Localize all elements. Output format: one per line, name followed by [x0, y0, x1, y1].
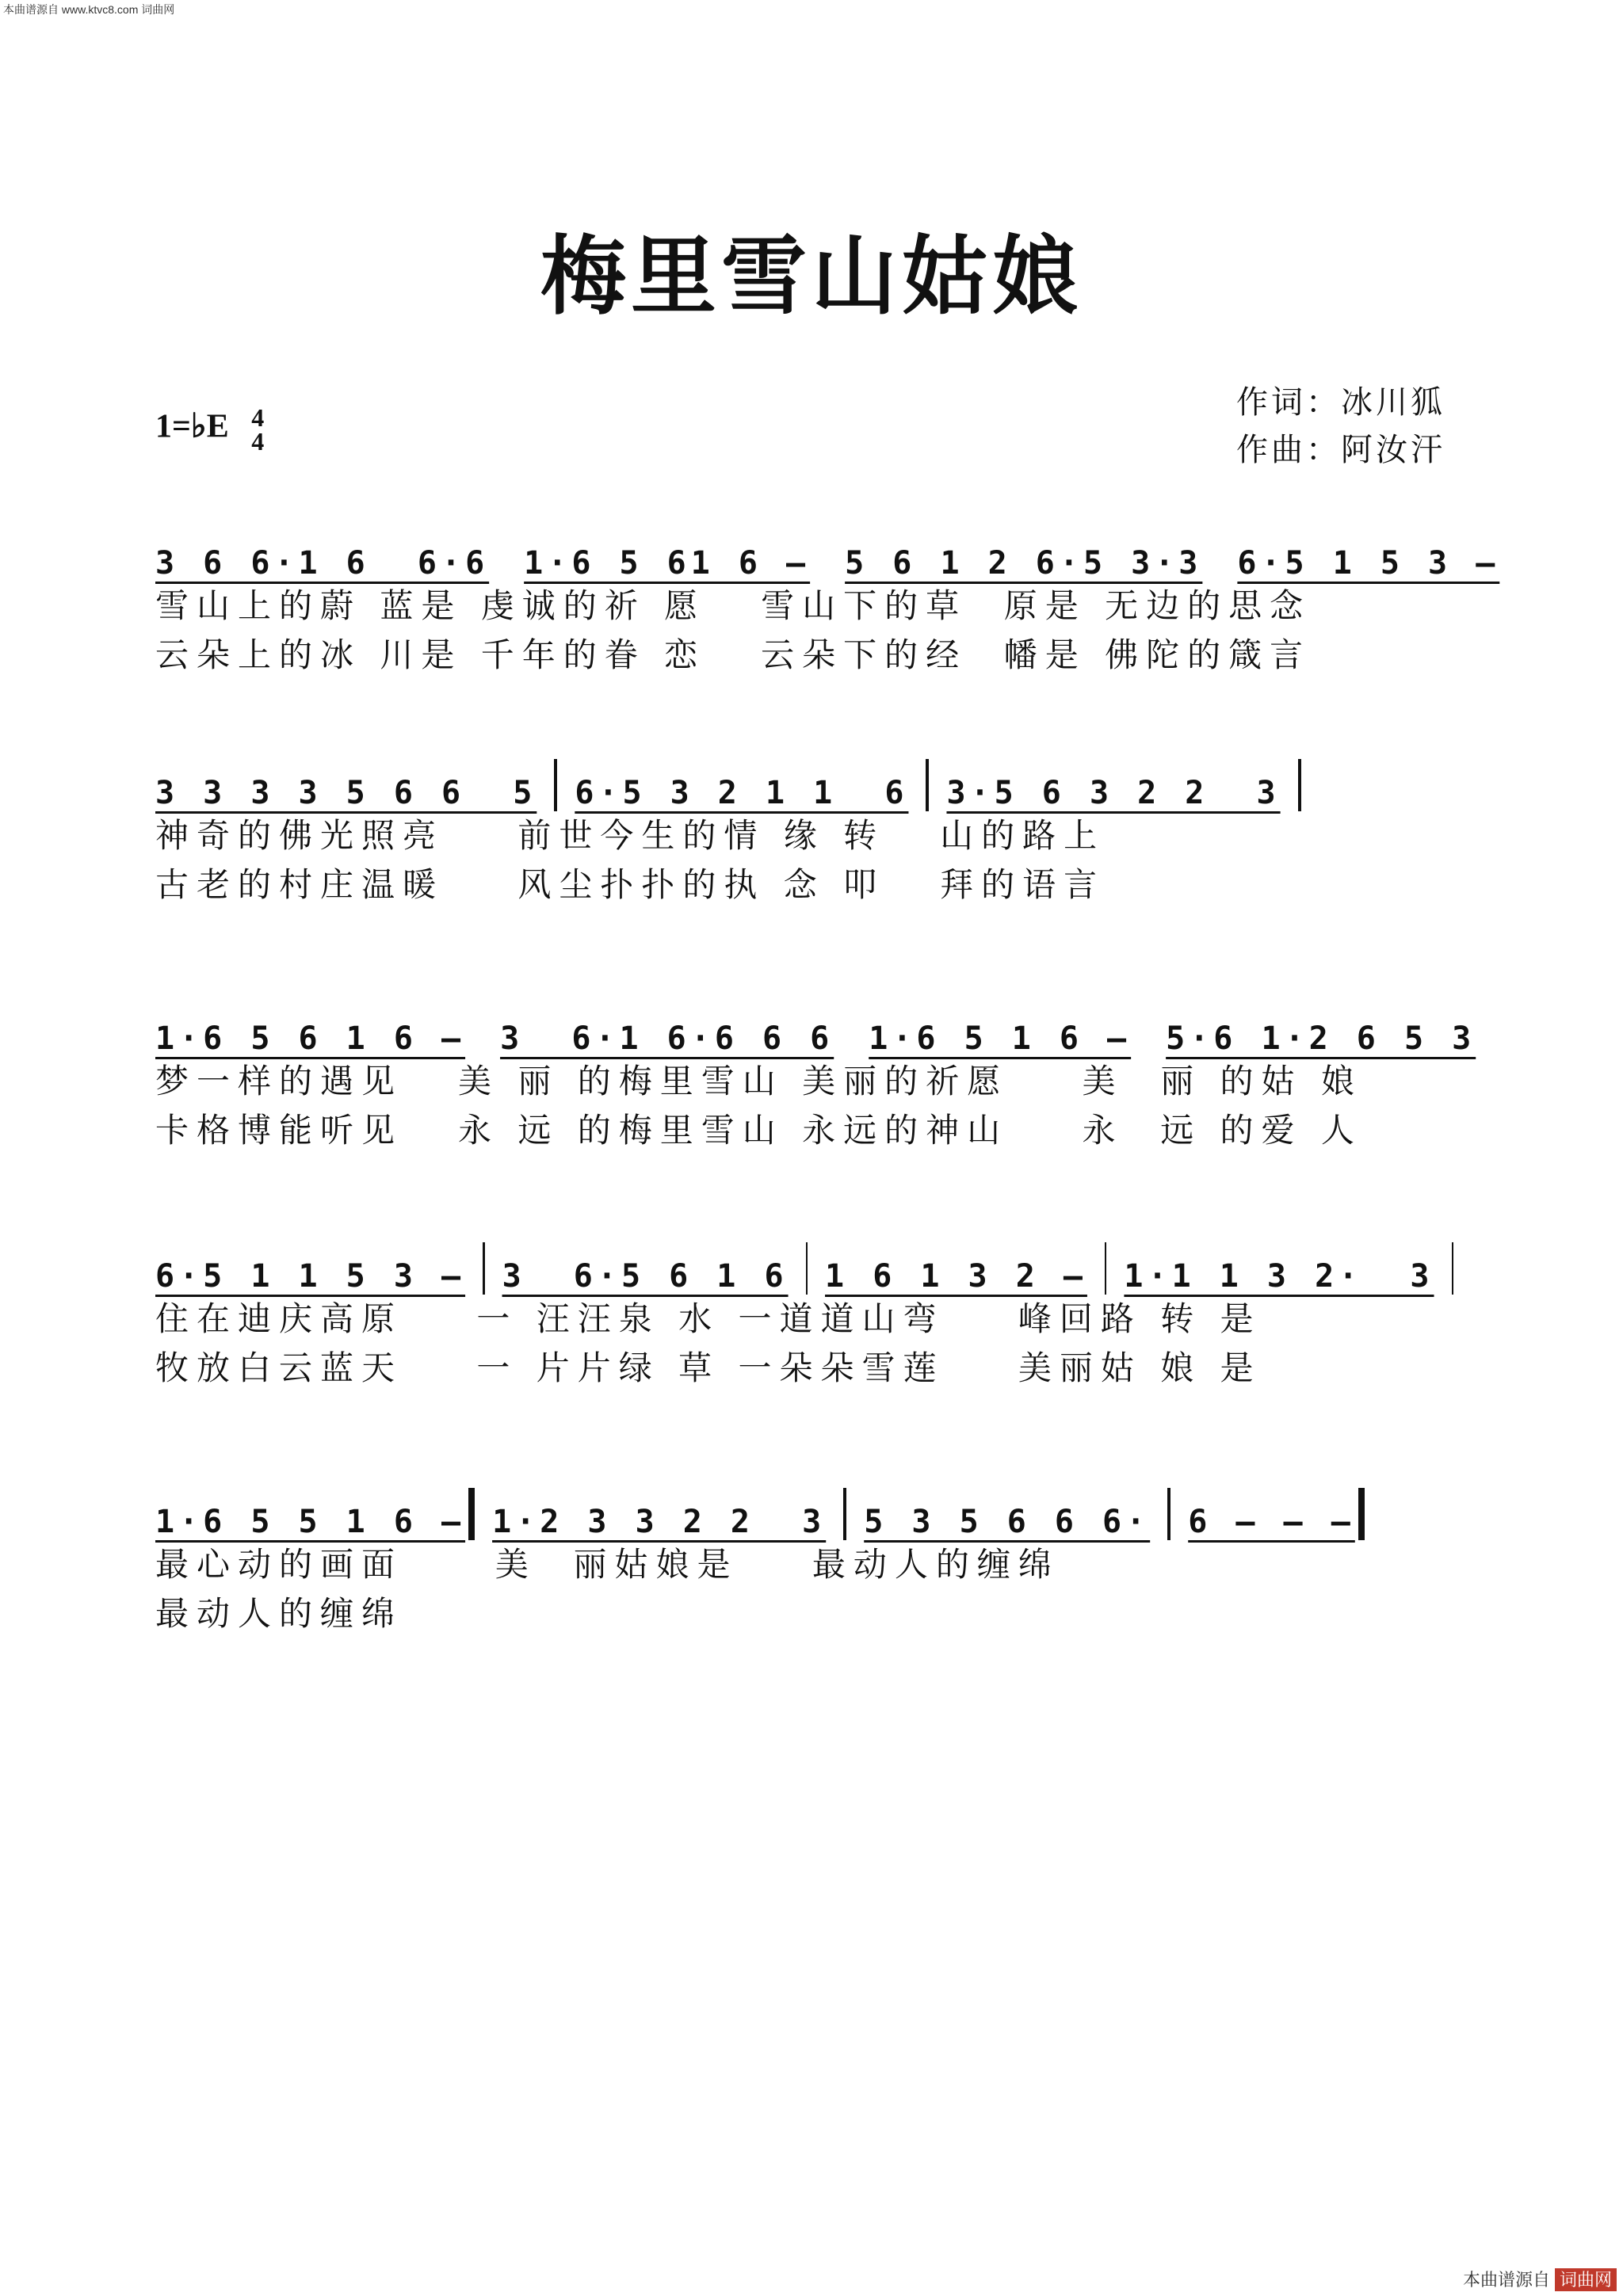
barline	[1452, 1242, 1453, 1295]
barline	[926, 759, 929, 811]
score-system-5	[155, 1489, 1471, 1638]
barline	[1298, 759, 1301, 811]
notes-line	[155, 531, 1500, 582]
lyric-verse-1: 神奇的佛光照亮 前世今生的情 缘 转 山的路上	[155, 816, 1106, 855]
barline	[1105, 1242, 1106, 1295]
barline	[554, 759, 557, 811]
measure: 3·5 6 3 2 2 3	[946, 775, 1281, 811]
lyric-verse-2: 云朵上的冰 川是 千年的眷 恋 云朵下的经 幡是 佛陀的箴言	[155, 635, 1312, 674]
time-signature	[251, 403, 265, 456]
lyric-verse-2: 最动人的缠绵	[155, 1594, 403, 1633]
measure: 3 6·1 6·6 6 6	[500, 1020, 834, 1057]
score-system-3	[155, 1006, 1476, 1155]
measure: 3 6 6·1 6 6·6	[155, 545, 490, 582]
lyric-verse-1: 雪山上的蔚 蓝是 虔诚的祈 愿 雪山下的草 原是 无边的思念	[155, 586, 1312, 625]
lyricist: 作词：冰川狐	[1236, 384, 1445, 421]
score-system-4	[155, 1244, 1471, 1393]
measure: 1 6 1 3 2 –	[825, 1258, 1087, 1295]
lyric-verse-2: 古老的村庄温暖 风尘扑扑的执 念 叩 拜的语言	[155, 865, 1106, 904]
measure: 3 6·5 6 1 6	[502, 1258, 789, 1295]
measure: 3 3 3 3 5 6 6 5	[155, 775, 537, 811]
measure: 6·5 3 2 1 1 6	[575, 775, 909, 811]
measure: 5 3 5 6 6 6·	[864, 1504, 1151, 1540]
watermark-bottom-text: 本曲谱源自	[1462, 2270, 1550, 2290]
credits	[1236, 379, 1445, 474]
measure: 1·6 5 6 1 6 –	[155, 1020, 466, 1057]
lyric-verse-1: 最心动的画面 美 丽姑娘是 最动人的缠绵	[155, 1545, 1060, 1584]
score-system-2	[155, 761, 1471, 910]
watermark-top: 本曲谱源自 www.ktvc8.com 词曲网	[3, 3, 175, 16]
watermark-brand: 词曲网	[1555, 2268, 1617, 2291]
barline	[843, 1488, 846, 1540]
final-barline	[1358, 1488, 1365, 1540]
lyric-verse-1: 住在迪庆高原 一 汪汪泉 水 一道道山弯 峰回路 转 是	[155, 1299, 1262, 1338]
key-label: 1=♭E	[155, 408, 229, 445]
time-top: 4	[251, 403, 265, 432]
barline	[483, 1242, 484, 1295]
measure: 5·6 1·2 6 5 3	[1166, 1020, 1476, 1057]
measure: 6 – – –	[1188, 1504, 1355, 1540]
barline	[1167, 1488, 1170, 1540]
repeat-barline	[468, 1488, 475, 1540]
measure: 1·1 1 3 2· 3	[1124, 1258, 1434, 1295]
measure: 1·2 3 3 2 2 3	[492, 1504, 827, 1540]
score-system-1	[155, 531, 1500, 680]
lyric-verse-1: 梦一样的遇见 美 丽 的梅里雪山 美丽的祈愿 美 丽 的姑 娘	[155, 1062, 1362, 1100]
composer: 作曲：阿汝汗	[1236, 432, 1445, 468]
notes-line	[155, 1006, 1476, 1057]
song-title: 梅里雪山姑娘	[540, 227, 1083, 326]
notes-line	[155, 1489, 1471, 1540]
lyric-verse-2: 卡格博能听见 永 远 的梅里雪山 永远的神山 永 远 的爱 人	[155, 1111, 1362, 1150]
measure: 6·5 1 5 3 –	[1237, 545, 1500, 582]
measure: 5 6 1 2 6·5 3·3	[845, 545, 1203, 582]
lyric-verse-2: 牧放白云蓝天 一 片片绿 草 一朵朵雪莲 美丽姑 娘 是	[155, 1348, 1262, 1387]
barline	[806, 1242, 808, 1295]
measure: 6·5 1 1 5 3 –	[155, 1258, 466, 1295]
notes-line	[155, 761, 1471, 811]
time-bottom: 4	[251, 427, 265, 456]
measure: 1·6 5 61 6 –	[524, 545, 811, 582]
notes-line	[155, 1244, 1471, 1295]
key-signature	[155, 403, 265, 456]
measure: 1·6 5 5 1 6 –	[155, 1504, 466, 1540]
measure: 1·6 5 1 6 –	[869, 1020, 1132, 1057]
watermark-bottom	[1463, 2267, 1617, 2291]
